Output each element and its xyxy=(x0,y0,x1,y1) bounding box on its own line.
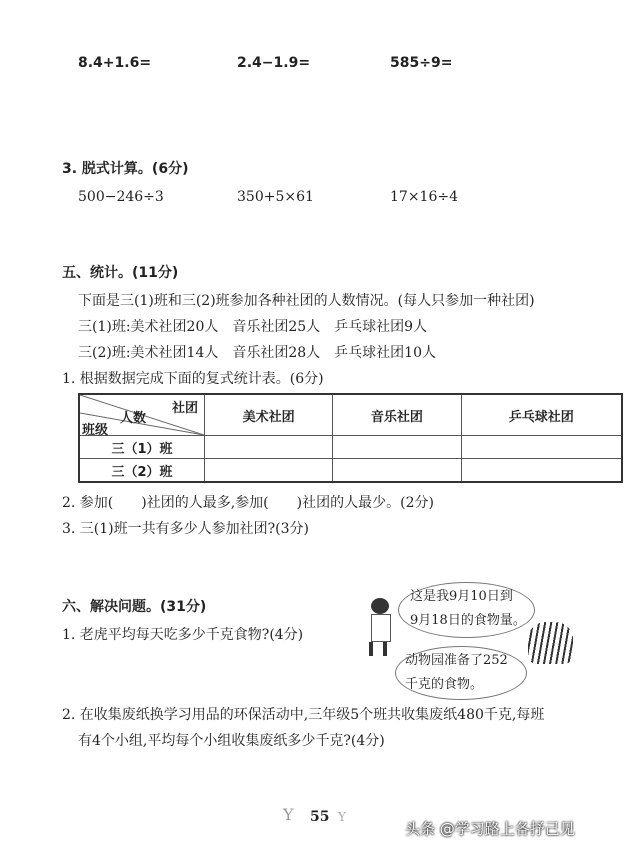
corner-label: 人数 xyxy=(120,411,147,426)
answer-cell[interactable] xyxy=(461,436,622,459)
question-text: 有4个小组,平均每个小组收集废纸多少千克?(4分) xyxy=(78,733,385,749)
calc-problem: 17×16÷4 xyxy=(390,189,458,205)
bubble-text: 9月18日的食物量。 xyxy=(410,613,526,628)
intro-text: 下面是三(1)班和三(2)班参加各种社团的人数情况。(每人只参加一种社团) xyxy=(78,293,535,309)
answer-cell[interactable] xyxy=(205,459,333,483)
section-title: 五、统计。(11分) xyxy=(62,265,179,281)
class1-data: 三(1)班:美术社团20人 音乐社团25人 乒乓球社团9人 xyxy=(78,319,428,335)
sprout-icon: Y xyxy=(338,810,346,824)
watermark: 头条 @学习路上各抒己见 xyxy=(405,820,575,838)
col-header: 乒乓球社团 xyxy=(461,394,622,436)
oral-problem: 8.4+1.6= xyxy=(78,55,152,71)
bubble-text: 千克的食物。 xyxy=(405,677,484,692)
col-header: 美术社团 xyxy=(205,394,333,436)
question-text: 3. 三(1)班一共有多少人参加社团?(3分) xyxy=(62,521,309,537)
row-header: 三（1）班 xyxy=(79,436,205,459)
zookeeper-illustration xyxy=(365,598,395,660)
question-text: 2. 在收集废纸换学习用品的环保活动中,三年级5个班共收集废纸480千克,每班 xyxy=(62,707,545,723)
oral-problem: 2.4−1.9= xyxy=(237,55,311,71)
bubble-text: 动物园准备了252 xyxy=(405,653,508,668)
answer-cell[interactable] xyxy=(333,459,461,483)
corner-cell xyxy=(79,394,205,436)
answer-cell[interactable] xyxy=(205,436,333,459)
question-text: 1. 老虎平均每天吃多少千克食物?(4分) xyxy=(62,627,304,643)
class2-data: 三(2)班:美术社团14人 音乐社团28人 乒乓球社团10人 xyxy=(78,345,436,361)
calc-problem: 500−246÷3 xyxy=(78,189,164,205)
question-text: 2. 参加( )社团的人最多,参加( )社团的人最少。(2分) xyxy=(62,495,434,511)
tiger-illustration xyxy=(528,622,573,664)
section-title: 六、解决问题。(31分) xyxy=(62,599,207,615)
sprout-icon: Y xyxy=(283,805,294,824)
oral-problem: 585÷9= xyxy=(390,55,453,71)
calc-problem: 350+5×61 xyxy=(237,189,314,205)
corner-label: 社团 xyxy=(171,401,198,416)
col-header: 音乐社团 xyxy=(333,394,461,436)
page-number: 55 xyxy=(310,809,330,825)
row-header: 三（2）班 xyxy=(79,459,205,483)
answer-cell[interactable] xyxy=(333,436,461,459)
stats-table xyxy=(78,393,623,483)
corner-label: 班级 xyxy=(82,423,109,438)
question-text: 1. 根据数据完成下面的复式统计表。(6分) xyxy=(62,371,324,387)
bubble-text: 这是我9月10日到 xyxy=(410,589,513,604)
answer-cell[interactable] xyxy=(461,459,622,483)
question-heading: 3. 脱式计算。(6分) xyxy=(62,161,189,177)
